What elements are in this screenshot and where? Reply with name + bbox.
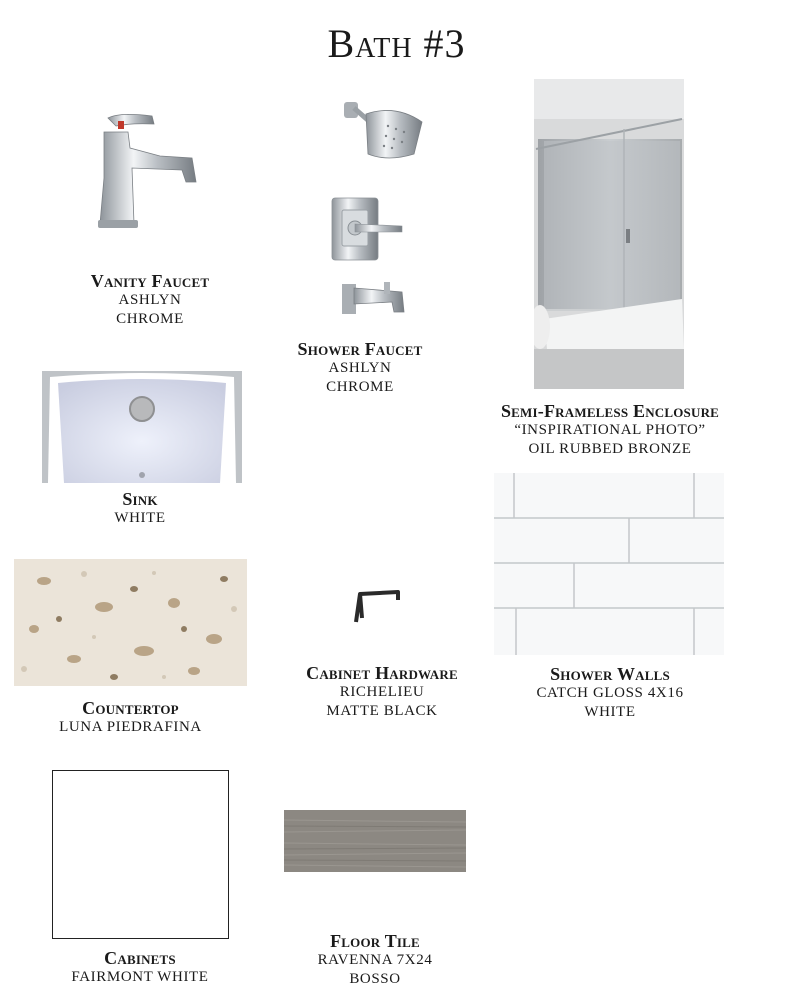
cabinet-pull-image: [348, 590, 404, 626]
sink-label: [40, 490, 240, 528]
cabinets-line1: FAIRMONT WHITE: [71, 969, 209, 985]
enclosure-line1: “INSPIRATIONAL PHOTO”: [514, 422, 706, 438]
enclosure-line2: OIL RUBBED BRONZE: [528, 441, 692, 457]
countertop-name: Countertop: [82, 698, 179, 718]
cabinet-hardware-line1: RICHELIEU: [339, 684, 425, 700]
cabinets-label: [40, 949, 240, 987]
shower-faucet-label: [250, 340, 470, 397]
sink-name: Sink: [122, 489, 158, 509]
enclosure-photo: [534, 79, 684, 389]
cabinets-swatch: [52, 770, 229, 939]
tub-spout-image: [340, 278, 412, 320]
countertop-label: [14, 699, 247, 737]
cabinet-hardware-line2: MATTE BLACK: [326, 703, 438, 719]
cabinet-hardware-name: Cabinet Hardware: [306, 663, 458, 683]
shower-walls-label: [490, 665, 730, 722]
shower-walls-name: Shower Walls: [550, 664, 670, 684]
page-title: Bath #3: [327, 21, 466, 66]
vanity-faucet-name: Vanity Faucet: [90, 271, 210, 291]
sink-line1: WHITE: [114, 510, 166, 526]
floor-tile-name: Floor Tile: [330, 931, 420, 951]
shower-faucet-name: Shower Faucet: [297, 339, 423, 359]
shower-head-image: [338, 96, 428, 166]
vanity-faucet-image: [90, 108, 210, 233]
floor-tile-line1: RAVENNA 7X24: [317, 952, 433, 968]
shower-walls-line2: WHITE: [584, 704, 636, 720]
countertop-image: [14, 559, 247, 686]
shower-walls-line1: CATCH GLOSS 4X16: [536, 685, 684, 701]
countertop-line1: LUNA PIEDRAFINA: [59, 719, 202, 735]
shower-faucet-line1: ASHLYN: [328, 360, 392, 376]
floor-tile-label: [262, 932, 488, 989]
shower-valve-image: [328, 196, 408, 264]
sink-image: [42, 371, 242, 483]
vanity-faucet-line2: CHROME: [116, 311, 184, 327]
floor-tile-image: [284, 810, 466, 872]
vanity-faucet-label: [40, 272, 260, 329]
cabinets-name: Cabinets: [104, 948, 176, 968]
shower-walls-tile-image: [494, 473, 724, 655]
floor-tile-line2: BOSSO: [349, 971, 401, 987]
enclosure-label: [470, 402, 750, 459]
enclosure-name: Semi-Frameless Enclosure: [500, 401, 720, 421]
vanity-faucet-line1: ASHLYN: [118, 292, 182, 308]
shower-faucet-line2: CHROME: [326, 379, 394, 395]
cabinet-hardware-label: [262, 664, 502, 721]
